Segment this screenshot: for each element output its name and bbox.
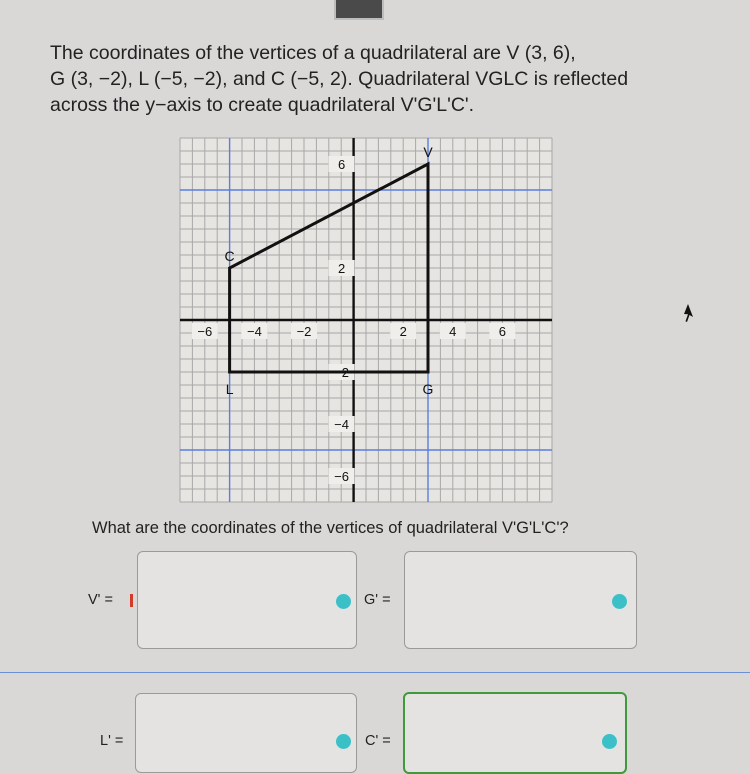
v-prime-hint-icon[interactable]: [336, 594, 351, 609]
y-tick-label: 2: [337, 261, 346, 276]
y-tick-label: −6: [334, 469, 350, 484]
x-tick-label: 4: [449, 324, 457, 339]
x-tick-label: −2: [296, 324, 312, 339]
vertex-label-v: V: [423, 144, 433, 160]
v-prime-required-mark: [130, 594, 133, 607]
vertex-label-g: G: [422, 381, 434, 397]
problem-line-3: across the y−axis to create quadrilateral V'G'L'C'.: [50, 94, 475, 116]
c-prime-input[interactable]: [403, 692, 627, 774]
section-divider: [0, 672, 750, 673]
x-tick-label: 6: [498, 324, 507, 339]
c-prime-label: C' =: [365, 733, 391, 749]
mouse-pointer-icon: [684, 304, 698, 324]
coordinate-graph: [176, 134, 556, 506]
vertex-label-c: C: [224, 248, 235, 264]
c-prime-hint-icon[interactable]: [602, 734, 617, 749]
x-tick-label: 2: [399, 324, 407, 339]
l-prime-input[interactable]: [135, 693, 357, 773]
g-prime-label: G' =: [364, 592, 391, 608]
vertex-label-l: L: [225, 381, 234, 397]
x-tick-label: −6: [197, 324, 213, 339]
y-tick-label: 6: [337, 157, 346, 172]
g-prime-hint-icon[interactable]: [612, 594, 627, 609]
graph-svg: [176, 134, 556, 506]
x-tick-label: −4: [246, 324, 262, 339]
v-prime-label: V' =: [88, 592, 113, 608]
v-prime-input[interactable]: [137, 551, 357, 649]
top-toolbar-icon[interactable]: [334, 0, 384, 20]
l-prime-hint-icon[interactable]: [336, 734, 351, 749]
question-text: What are the coordinates of the vertices of quadrilateral V'G'L'C'?: [92, 519, 569, 537]
y-tick-label: −4: [334, 417, 350, 432]
g-prime-input[interactable]: [404, 551, 637, 649]
problem-line-2: G (3, −2), L (−5, −2), and C (−5, 2). Quadrilateral VGLC is reflected: [50, 68, 629, 90]
y-tick-label: −2: [334, 365, 350, 380]
problem-statement: [50, 40, 710, 118]
l-prime-label: L' =: [100, 733, 124, 749]
problem-line-1: The coordinates of the vertices of a quadrilateral are V (3, 6),: [50, 42, 576, 64]
